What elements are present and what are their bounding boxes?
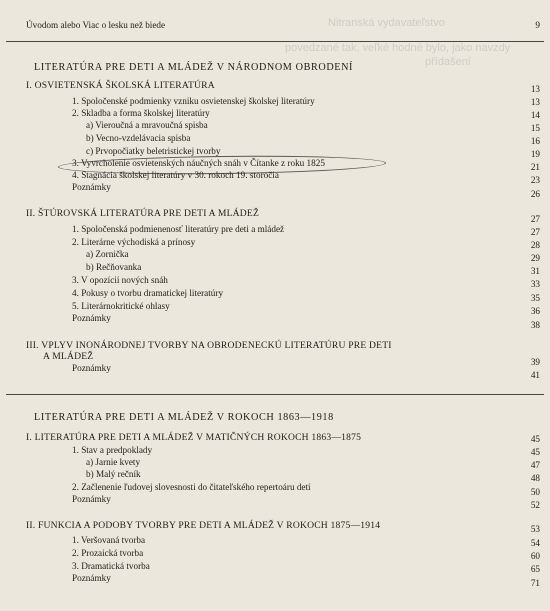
page-number: 39 xyxy=(530,357,540,367)
chapter-title: II. FUNKCIA A PODOBY TVORBY PRE DETI A MLÁDEŽ V ROKOCH 1875—1914 xyxy=(26,520,381,531)
toc-item: 3. Dramatická tvorba xyxy=(72,561,150,571)
page-number: 50 xyxy=(530,487,540,497)
chapter-title: II. ŠTÚROVSKÁ LITERATÚRA PRE DETI A MLÁDEŽ xyxy=(26,208,260,219)
page-number: 71 xyxy=(530,578,540,588)
page-number: 29 xyxy=(530,253,540,263)
toc-item: 1. Spoločenská podmienenosť literatúry pre deti a mládež xyxy=(72,224,285,234)
bleed-through-text: Nitranská vydavateľstvo xyxy=(328,17,445,29)
page-number: 13 xyxy=(530,84,540,94)
page-number: 33 xyxy=(530,279,540,289)
toc-entry-title: Úvodom alebo Viac o lesku než biede xyxy=(26,20,166,30)
page-number: 45 xyxy=(530,434,540,444)
toc-item: 2. Skladba a forma školskej literatúry xyxy=(72,108,210,118)
page-number: 52 xyxy=(530,500,540,510)
part-heading: LITERATÚRA PRE DETI A MLÁDEŽ V ROKOCH 1863—1918 xyxy=(34,412,334,423)
toc-item: 3. V opozícii nových snáh xyxy=(72,275,168,285)
page-number: 48 xyxy=(530,473,540,483)
chapter-title: I. LITERATÚRA PRE DETI A MLÁDEŽ V MATIČNÝCH ROKOCH 1863—1875 xyxy=(26,432,362,443)
toc-item: Poznámky xyxy=(72,363,111,373)
toc-item: a) Vieroučná a mravoučná spisba xyxy=(86,120,208,130)
page-number: 47 xyxy=(530,460,540,470)
toc-item: 1. Veršovaná tvorba xyxy=(72,535,146,545)
divider xyxy=(6,394,544,395)
toc-item: a) Zornička xyxy=(86,249,129,259)
page-number: 21 xyxy=(530,162,540,172)
page-number: 54 xyxy=(530,538,540,548)
page-number: 27 xyxy=(530,214,540,224)
page-number: 9 xyxy=(535,20,540,30)
page-number: 15 xyxy=(530,123,540,133)
toc-item: 5. Literárnokritické ohlasy xyxy=(72,301,170,311)
page-number: 26 xyxy=(530,189,540,199)
toc-item: 4. Pokusy o tvorbu dramatickej literatúry xyxy=(72,288,224,298)
page-number: 16 xyxy=(530,136,540,146)
page-number: 31 xyxy=(530,266,540,276)
bleed-through-text: povedzané tak, veľké hodné bylo, jako navzdy xyxy=(285,42,511,54)
toc-item: 2. Prozaická tvorba xyxy=(72,548,144,558)
toc-item: b) Rečňovanka xyxy=(86,262,142,272)
chapter-title: I. OSVIETENSKÁ ŠKOLSKÁ LITERATÚRA xyxy=(26,80,215,91)
toc-item: Poznámky xyxy=(72,494,111,504)
page-number: 35 xyxy=(530,293,540,303)
page-number: 14 xyxy=(530,110,540,120)
toc-item: 1. Stav a predpoklady xyxy=(72,445,153,455)
page-number: 60 xyxy=(530,551,540,561)
toc-item: 2. Začlenenie ľudovej slovesnosti do čitateľského repertoáru detí xyxy=(72,482,311,492)
page-number: 28 xyxy=(530,240,540,250)
chapter-title-cont: A MLÁDEŽ xyxy=(43,351,94,362)
page-number: 41 xyxy=(530,370,540,380)
page-number: 53 xyxy=(530,524,540,534)
toc-item: c) Prvopočiatky beletristickej tvorby xyxy=(86,146,221,156)
bleed-through-text: přídašení xyxy=(425,56,471,68)
divider xyxy=(6,41,544,42)
toc-item: 4. Stagnácia školskej literatúry v 30. rokoch 19. storočia xyxy=(72,170,279,180)
toc-item: Poznámky xyxy=(72,313,111,323)
page-number: 13 xyxy=(530,97,540,107)
part-heading: LITERATÚRA PRE DETI A MLÁDEŽ V NÁRODNOM OBRODENÍ xyxy=(34,62,354,73)
page-number: 36 xyxy=(530,306,540,316)
page-number: 45 xyxy=(530,447,540,457)
toc-item: 2. Literárne východiská a prínosy xyxy=(72,237,196,247)
toc-item: b) Malý rečník xyxy=(86,469,141,479)
toc-item: 3. Vyvrcholenie osvietenských náučných snáh v Čítanke z roku 1825 xyxy=(72,158,325,168)
toc-item: Poznámky xyxy=(72,573,111,583)
page-number: 38 xyxy=(530,320,540,330)
toc-item: a) Jarnie kvety xyxy=(86,457,141,467)
page-number: 65 xyxy=(530,564,540,574)
toc-item: 1. Spoločenské podmienky vzniku osvietenskej školskej literatúry xyxy=(72,96,315,106)
chapter-title: III. VPLYV INONÁRODNEJ TVORBY NA OBRODENECKÚ LITERATÚRU PRE DETI xyxy=(26,340,392,351)
page-number: 27 xyxy=(530,227,540,237)
toc-item: Poznámky xyxy=(72,182,111,192)
page-number: 19 xyxy=(530,149,540,159)
page-number: 23 xyxy=(530,175,540,185)
toc-item: b) Vecno-vzdelávacia spisba xyxy=(86,133,191,143)
